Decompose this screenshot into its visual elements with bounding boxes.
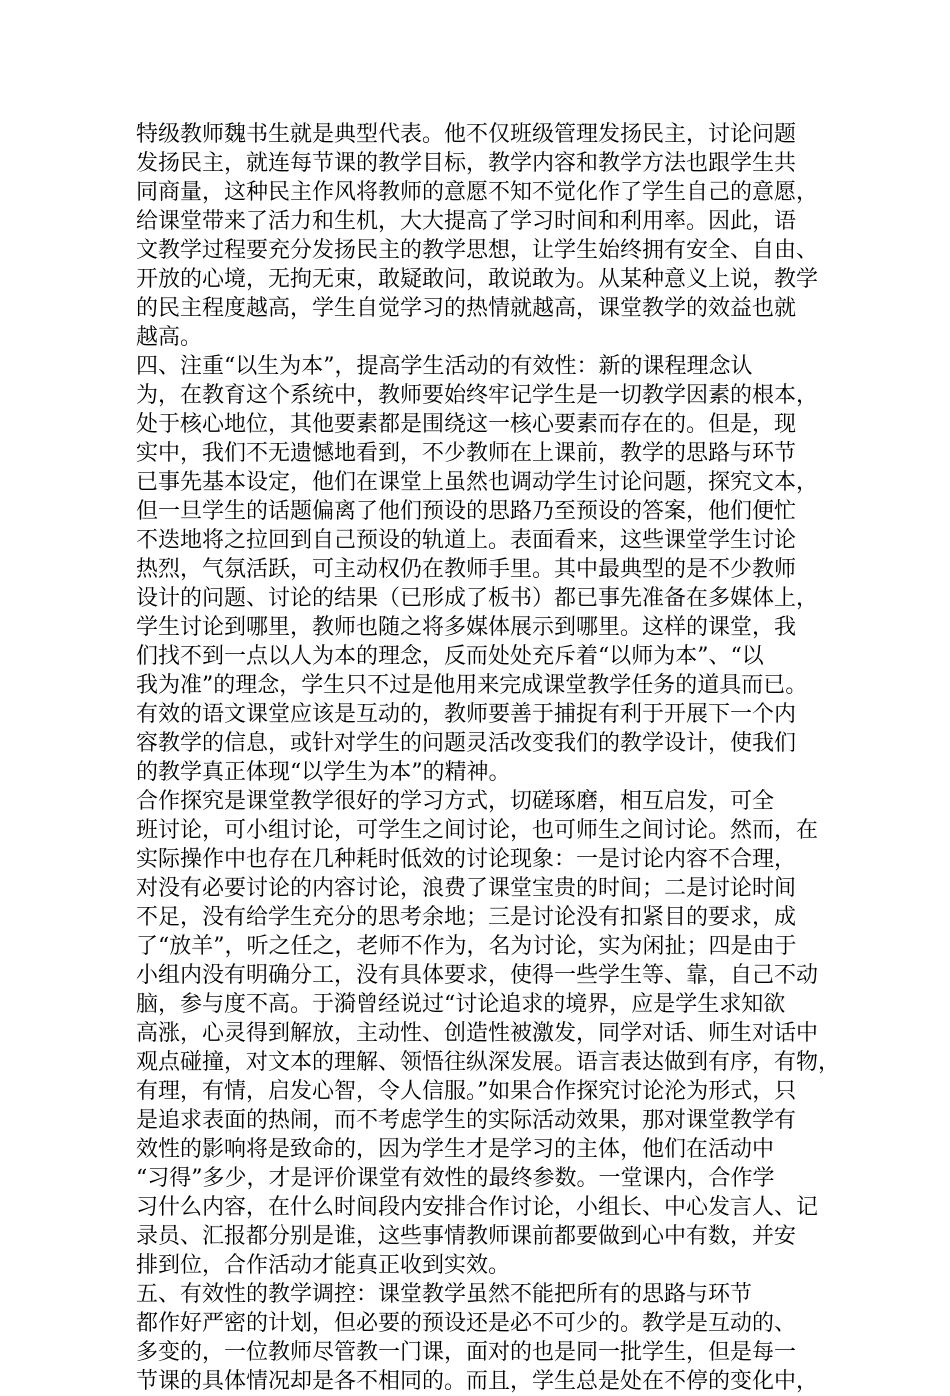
text-line: 不足，没有给学生充分的思考余地；三是讨论没有扣紧目的要求，成 xyxy=(136,905,797,930)
text-line: 学生讨论到哪里，教师也随之将多媒体展示到哪里。这样的课堂，我 xyxy=(136,615,797,640)
text-line: 五、有效性的教学调控：课堂教学虽然不能把所有的思路与环节 xyxy=(136,1282,753,1307)
text-line: 有效的语文课堂应该是互动的，教师要善于捕捉有利于开展下一个内 xyxy=(136,702,797,727)
text-line: 效性的影响将是致命的，因为学生才是学习的主体，他们在活动中 xyxy=(136,1137,775,1162)
text-line: “习得”多少，才是评价课堂有效性的最终参数。一堂课内，合作学 xyxy=(136,1166,775,1191)
text-line: 设计的问题、讨论的结果（已形成了板书）都已事先准备在多媒体上， xyxy=(136,586,819,611)
text-line: 们找不到一点以人为本的理念，反而处处充斥着“以师为本”、“以 xyxy=(136,644,764,669)
text-line: 习什么内容，在什么时间段内安排合作讨论，小组长、中心发言人、记 xyxy=(136,1195,819,1220)
text-line: 给课堂带来了活力和生机，大大提高了学习时间和利用率。因此，语 xyxy=(136,209,797,234)
text-line: 脑，参与度不高。于漪曾经说过“讨论追求的境界，应是学生求知欲 xyxy=(136,992,786,1017)
document-body xyxy=(136,120,841,1396)
text-line: 但一旦学生的话题偏离了他们预设的思路乃至预设的答案，他们便忙 xyxy=(136,499,797,524)
paragraph-democracy xyxy=(136,120,824,352)
text-line: 了“放羊”，听之任之，老师不作为，名为讨论，实为闲扯；四是由于 xyxy=(136,934,797,959)
text-line: 越高。 xyxy=(136,325,203,350)
text-line: 文教学过程要充分发扬民主的教学思想，让学生始终拥有安全、自由、 xyxy=(136,238,819,263)
text-line: 小组内没有明确分工，没有具体要求，使得一些学生等、靠，自己不动 xyxy=(136,963,819,988)
paragraph-cooperative-inquiry xyxy=(136,787,841,1280)
text-line: 排到位，合作活动才能真正收到实效。 xyxy=(136,1253,511,1278)
text-line: 实中，我们不无遗憾地看到，不少教师在上课前，教学的思路与环节 xyxy=(136,441,797,466)
text-line: 合作探究是课堂教学很好的学习方式，切磋琢磨，相互启发，可全 xyxy=(136,789,775,814)
text-line: 的教学真正体现“以学生为本”的精神。 xyxy=(136,760,511,785)
text-line: 多变的，一位教师尽管教一门课，面对的也是同一批学生，但是每一 xyxy=(136,1340,797,1365)
text-line: 特级教师魏书生就是典型代表。他不仅班级管理发扬民主，讨论问题 xyxy=(136,122,797,147)
text-line: 已事先基本设定，他们在课堂上虽然也调动学生讨论问题，探究文本， xyxy=(136,470,819,495)
text-line: 开放的心境，无拘无束，敢疑敢问，敢说敢为。从某种意义上说，教学 xyxy=(136,267,819,292)
text-line: 都作好严密的计划，但必要的预设还是必不可少的。教学是互动的、 xyxy=(136,1311,797,1336)
text-line: 有理，有情，启发心智，令人信服。”如果合作探究讨论沦为形式，只 xyxy=(136,1079,797,1104)
text-line: 对没有必要讨论的内容讨论，浪费了课堂宝贵的时间；二是讨论时间 xyxy=(136,876,797,901)
text-line: 为，在教育这个系统中，教师要始终牢记学生是一切教学因素的根本， xyxy=(136,383,819,408)
text-line: 我为准”的理念，学生只不过是他用来完成课堂教学任务的道具而已。 xyxy=(136,673,808,698)
text-line: 实际操作中也存在几种耗时低效的讨论现象：一是讨论内容不合理， xyxy=(136,847,797,872)
text-line: 是追求表面的热闹，而不考虑学生的实际活动效果，那对课堂教学有 xyxy=(136,1108,797,1133)
text-line: 班讨论，可小组讨论，可学生之间讨论，也可师生之间讨论。然而，在 xyxy=(136,818,819,843)
text-line: 录员、汇报都分别是谁，这些事情教师课前都要做到心中有数，并安 xyxy=(136,1224,797,1249)
paragraph-teaching-control xyxy=(136,1280,824,1396)
text-line: 发扬民主，就连每节课的教学目标，教学内容和教学方法也跟学生共 xyxy=(136,151,797,176)
text-line: 四、注重“以生为本”，提高学生活动的有效性：新的课程理念认 xyxy=(136,354,753,379)
text-line: 高涨，心灵得到解放，主动性、创造性被激发，同学对话、师生对话中 xyxy=(136,1021,819,1046)
text-line: 热烈，气氛活跃，可主动权仍在教师手里。其中最典型的是不少教师 xyxy=(136,557,797,582)
text-line: 同商量，这种民主作风将教师的意愿不知不觉化作了学生自己的意愿， xyxy=(136,180,819,205)
text-line: 处于核心地位，其他要素都是围绕这一核心要素而存在的。但是，现 xyxy=(136,412,797,437)
text-line: 节课的具体情况却是各不相同的。而且，学生总是处在不停的变化中， xyxy=(136,1369,819,1394)
text-line: 不迭地将之拉回到自己预设的轨道上。表面看来，这些课堂学生讨论 xyxy=(136,528,797,553)
text-line: 观点碰撞，对文本的理解、领悟往纵深发展。语言表达做到有序，有物， xyxy=(136,1050,841,1075)
paragraph-student-centered xyxy=(136,352,824,787)
text-line: 容教学的信息，或针对学生的问题灵活改变我们的教学设计，使我们 xyxy=(136,731,797,756)
text-line: 的民主程度越高，学生自觉学习的热情就越高，课堂教学的效益也就 xyxy=(136,296,797,321)
